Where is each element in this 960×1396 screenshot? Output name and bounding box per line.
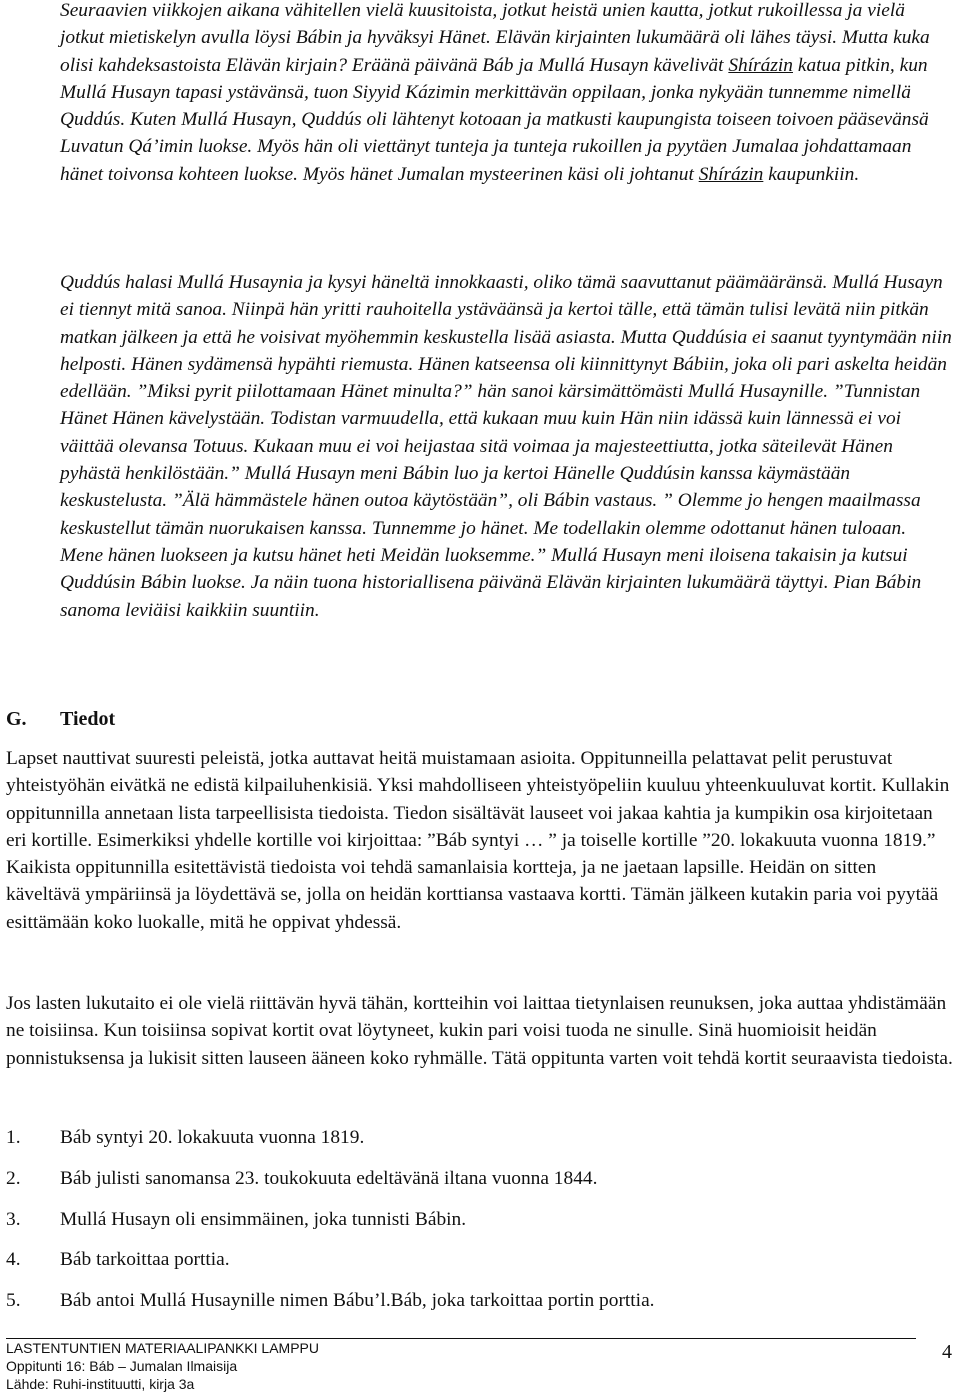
fact-text: Mullá Husayn oli ensimmäinen, joka tunnisti Bábin. (60, 1208, 467, 1230)
fact-number: 4. (6, 1249, 21, 1271)
fact-text: Báb julisti sanomansa 23. toukokuuta edeltävänä iltana vuonna 1844. (60, 1167, 598, 1189)
story-text-part-2: katua pitkin, kun Mullá Husayn tapasi ystävänsä, tuon Siyyid Kázimin merkittävän oppilaan, jonka nykyään tunnemme nimellä Quddús. Kuten Mullá Husayn, Quddús oli lähtenyt kotoaan ja matkusti kaupungista toiseen toivoen pääsevänsä Luvatun Qá’imin luokse. Myös hän oli viettänyt tunteja ja tunteja rukoillen ja pyytäen Jumalaa johdattamaan hänet toivonsa kohteen luokse. Myös hänet Jumalan mysteerinen käsi oli johtanut (60, 54, 929, 185)
footer-lesson-title: Oppitunti 16: Báb – Jumalan Ilmaisija (6, 1358, 238, 1374)
fact-item (6, 1246, 655, 1273)
fact-number: 1. (6, 1127, 21, 1148)
place-name-shiraz-2: Shírázin (698, 163, 764, 185)
info-paragraph-1: Lapset nauttivat suuresti peleistä, jotka auttavat heitä muistamaan asioita. Oppitunneilla pelattavat pelit perustuvat yhteistyöhän eivätkä ne edistä kilpailuhenkisiä. Yksi mahdolliseen yhteistyöpeliin kuuluu yhteenkuuluvat kortit. Kullakin oppitunnilla annetaan lista tarpeellisista tiedoista. Tiedon sisältävät lauseet voi jakaa kahtia ja kumpikin osa kirjoitetaan eri kortille. Esimerkiksi yhdelle kortille voi kirjoittaa: ”Báb syntyi … ” ja toiselle kortille ”20. lokakuuta vuonna 1819.” Kaikista oppitunnilla esitettävistä tiedoista voi tehdä samanlaisia kortteja, ja ne jaetaan lapsille. Heidän on sitten käveltävä ympäriinsä ja löydettävä se, jolla on heidän korttiansa vastaava kortti. Tämän jälkeen kutakin paria voi pyytää esittämään koko luokalle, mitä he oppivat yhdessä. (6, 748, 950, 933)
place-name-shiraz: Shírázin (728, 54, 793, 76)
story-text-part-1: Seuraavien viikkojen aikana vähitellen vielä kuusitoista, jotkut heistä unien kautta, jotkut rukoillessa ja vielä jotkut mietiskelyn avulla löysi Bábin ja hyväksyi Hänet. Elävän kirjainten lukumäärä oli lähes täysi. Mutta kuka olisi kahdeksastoista Elävän kirjain? Eräänä päivänä Báb ja Mullá Husayn kävelivät (60, 0, 930, 76)
footer-series-title: LASTENTUNTIEN MATERIAALIPANKKI LAMPPU (6, 1340, 319, 1356)
footer-source: Lähde: Ruhi-instituutti, kirja 3a (6, 1376, 195, 1392)
info-paragraph-2: Jos lasten lukutaito ei ole vielä riittävän hyvä tähän, kortteihin voi laittaa tietynlaisen reunuksen, joka auttaa yhdistämään ne toisiinsa. Kun toisiinsa sopivat kortit ovat löytyneet, kukin pari voisi tuoda ne sinulle. Sinä huomioisit heidän ponnistuksensa ja lukisit sitten lauseen ääneen koko ryhmälle. Tätä oppitunta varten voit tehdä kortit seuraavista tiedoista. (6, 993, 953, 1069)
fact-text: Báb syntyi 20. lokakuuta vuonna 1819. (60, 1127, 365, 1148)
fact-text: Báb tarkoittaa porttia. (60, 1249, 230, 1271)
fact-number: 3. (6, 1208, 21, 1230)
story-paragraph-1 (60, 0, 952, 188)
section-number: G. (6, 708, 27, 730)
facts-list (6, 1124, 655, 1328)
footer-text-block (6, 1339, 319, 1393)
story-paragraph-2: Quddús halasi Mullá Husaynia ja kysyi häneltä innokkaasti, oliko tämä saavuttanut päämääränsä. Mullá Husayn ei tiennyt mitä sanoa. Niinpä hän yritti rauhoitella ystäväänsä ja kertoi tälle, että tämän tulisi levätä niin pitkän matkan jälkeen ja että he voisivat myöhemmin keskustella lisää asiasta. Mutta Quddúsia ei saanut tyyntymään niin helposti. Hänen sydämensä hypähti riemusta. Hänen katseensa oli kiinnittynyt Bábiin, joka oli pari askelta heidän edellään. ”Miksi pyrit piilottamaan Hänet minulta?” hän sanoi kärsimättömästi Mullá Husaynille. ”Tunnistan Hänet Hänen kävelystään. Todistan varmuudella, että kukaan muu kuin Hän niin idässä kuin lännessä ei voi väittää olevansa Totuus. Kukaan muu ei voi heijastaa sitä voimaa ja majesteettiutta, jotka säteilevät Hänen pyhästä henkilöstään.” Mullá Husayn meni Bábin luo ja kertoi Hänelle Quddúsin kanssa käymästään keskustelusta. ”Älä hämmästele hänen outoa käytöstään”, oli Bábin vastaus. ” Olemme jo hengen maailmassa keskustellut tämän nuorukaisen kanssa. Tunnemme jo hänet. Me todellakin olemme odottanut hänen tuloaan. Mene hänen luokseen ja kutsu hänet heti Meidän luoksemme.” Mullá Husayn meni iloisena takaisin ja kutsui Quddúsin Bábin luokse. Ja näin tuona historiallisena päivänä Elävän kirjainten lukumäärä täyttyi. Pian Bábin sanoma leviäisi kaikkiin suuntiin. (60, 272, 952, 621)
fact-number: 5. (6, 1290, 21, 1312)
page-number: 4 (942, 1341, 952, 1363)
section-heading (6, 706, 115, 733)
story-text-part-3: kaupunkiin. (763, 163, 860, 185)
fact-item (6, 1206, 655, 1233)
fact-item (6, 1165, 655, 1192)
fact-number: 2. (6, 1167, 21, 1189)
fact-item (6, 1287, 655, 1314)
fact-text: Báb antoi Mullá Husaynille nimen Bábu’l.Báb, joka tarkoittaa portin porttia. (60, 1290, 655, 1312)
section-title: Tiedot (60, 708, 116, 730)
fact-item (6, 1124, 655, 1151)
